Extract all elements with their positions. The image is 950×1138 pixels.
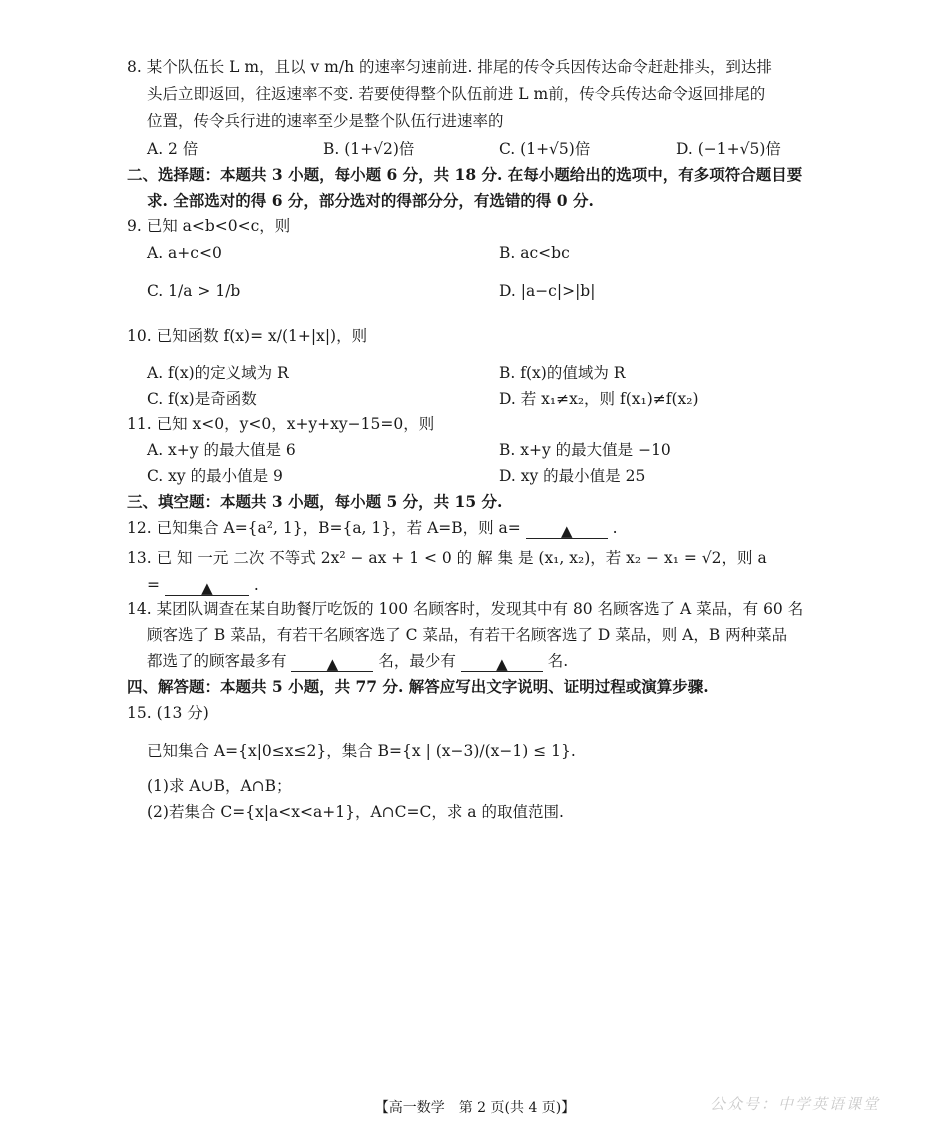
section-2-line-2: 求. 全部选对的得 6 分，部分选对的得部分分，有选错的得 0 分. bbox=[147, 191, 594, 210]
q10-option-b: B. f(x)的值域为 R bbox=[499, 364, 626, 382]
q14-text-b: 名，最少有 bbox=[378, 652, 456, 670]
q13-answer-blank bbox=[165, 577, 249, 596]
q11-stem: 11. 已知 x<0，y<0，x+y+xy−15=0，则 bbox=[127, 415, 435, 433]
section-3-title: 三、填空题：本题共 3 小题，每小题 5 分，共 15 分. bbox=[127, 492, 503, 511]
watermark: 公众号：中学英语课堂 bbox=[709, 1095, 880, 1113]
page-footer: 【高一数学 第 2 页(共 4 页)】 bbox=[374, 1100, 576, 1116]
triangle-icon: ▲ bbox=[326, 655, 339, 673]
triangle-icon: ▲ bbox=[201, 579, 213, 597]
q8-line-2: 头后立即返回，往返速率不变. 若要使得整个队伍前进 L m前，传令兵传达命令返回排尾的 bbox=[147, 85, 766, 103]
q15-part-1: (1)求 A∪B，A∩B； bbox=[147, 777, 292, 795]
q12-end: . bbox=[612, 519, 618, 537]
q15-part-2: (2)若集合 C={x|a<x<a+1}，A∩C=C，求 a 的取值范围. bbox=[147, 803, 564, 821]
q9-option-b: B. ac<bc bbox=[499, 244, 570, 262]
q14-text-a: 都选了的顾客最多有 bbox=[147, 652, 287, 670]
q13-line-1: 13. 已 知 一元 二次 不等式 2x² − ax + 1 < 0 的 解 集 是 (x₁, x₂)，若 x₂ − x₁ = √2，则 a bbox=[127, 549, 767, 567]
q8-option-d: D. (−1+√5)倍 bbox=[676, 140, 781, 158]
q13-end: . bbox=[253, 576, 259, 594]
q10-stem: 10. 已知函数 f(x)= x/(1+|x|)，则 bbox=[127, 327, 368, 345]
q10-option-d: D. 若 x₁≠x₂，则 f(x₁)≠f(x₂) bbox=[499, 390, 699, 408]
section-2-line-1: 二、选择题：本题共 3 小题，每小题 6 分，共 18 分. 在每小题给出的选项中，有多项符合题目要 bbox=[127, 165, 803, 184]
q14-answer-blank-max bbox=[291, 653, 373, 672]
q14-line-1: 14. 某团队调查在某自助餐厅吃饭的 100 名顾客时，发现其中有 80 名顾客选了 A 菜品，有 60 名 bbox=[127, 600, 804, 618]
q14-line-3 bbox=[147, 650, 568, 672]
q10-option-a: A. f(x)的定义域为 R bbox=[147, 364, 289, 382]
q8-line-3: 位置，传令兵行进的速率至少是整个队伍行进速率的 bbox=[147, 112, 504, 130]
q11-option-c: C. xy 的最小值是 9 bbox=[147, 467, 283, 485]
q11-option-a: A. x+y 的最大值是 6 bbox=[147, 441, 296, 459]
q15-header: 15. (13 分) bbox=[127, 704, 209, 722]
q12-line bbox=[127, 517, 618, 539]
q9-option-c: C. 1/a > 1/b bbox=[147, 282, 241, 300]
q14-text-c: 名. bbox=[547, 652, 569, 670]
q10-option-c: C. f(x)是奇函数 bbox=[147, 390, 257, 408]
q12-answer-blank bbox=[526, 520, 608, 539]
q9-option-d: D. |a−c|>|b| bbox=[499, 282, 596, 300]
q14-line-2: 顾客选了 B 菜品，有若干名顾客选了 C 菜品，有若干名顾客选了 D 菜品，则 A，B 两种菜品 bbox=[147, 626, 788, 644]
q8-option-c: C. (1+√5)倍 bbox=[499, 140, 591, 158]
q14-answer-blank-min bbox=[461, 653, 543, 672]
q15-sets: 已知集合 A={x|0≤x≤2}，集合 B={x | (x−3)/(x−1) ≤ 1}. bbox=[147, 742, 576, 760]
q12-text: 12. 已知集合 A={a², 1}，B={a, 1}，若 A=B，则 a= bbox=[127, 519, 521, 537]
q9-option-a: A. a+c<0 bbox=[147, 244, 222, 262]
q8-line-1: 8. 某个队伍长 L m，且以 v m/h 的速率匀速前进. 排尾的传令兵因传达命令赶赴排头，到达排 bbox=[127, 58, 772, 76]
q11-option-d: D. xy 的最小值是 25 bbox=[499, 467, 646, 485]
q13-line-2 bbox=[147, 574, 259, 596]
q13-eq: = bbox=[147, 576, 160, 594]
triangle-icon: ▲ bbox=[496, 655, 508, 673]
q9-stem: 9. 已知 a<b<0<c，则 bbox=[127, 217, 291, 235]
triangle-icon: ▲ bbox=[560, 522, 573, 540]
q11-option-b: B. x+y 的最大值是 −10 bbox=[499, 441, 671, 459]
q8-option-a: A. 2 倍 bbox=[147, 140, 199, 158]
section-4-title: 四、解答题：本题共 5 小题，共 77 分. 解答应写出文字说明、证明过程或演算步骤. bbox=[127, 677, 709, 696]
q8-option-b: B. (1+√2)倍 bbox=[323, 140, 415, 158]
